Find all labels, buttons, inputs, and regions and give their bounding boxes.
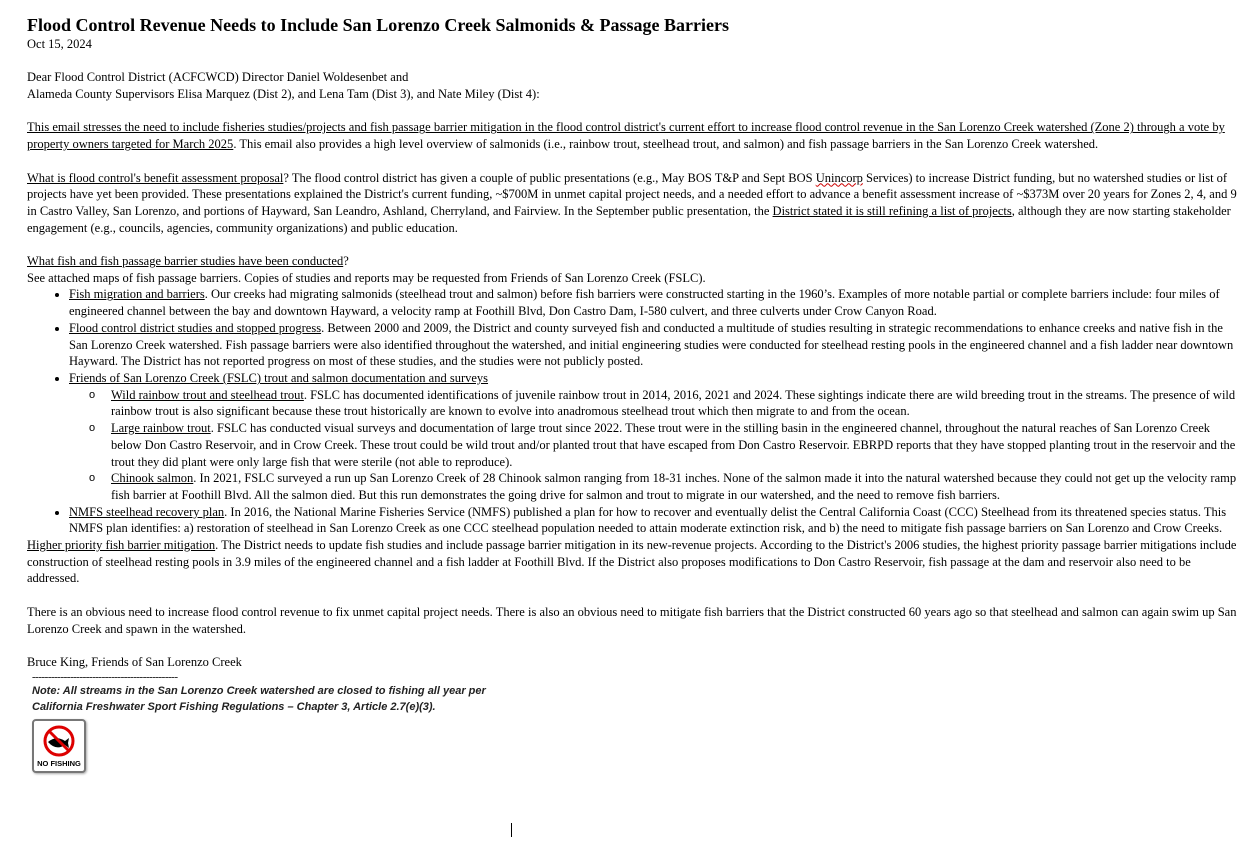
list-item (69, 370, 1237, 504)
sublist-item-text: . In 2021, FSLC surveyed a run up San Lorenzo Creek of 28 Chinook salmon ranging from 18-31 inches. None of the salmon made it into the natural watershed because they could not get up the velocity ramp fish barrier at Foothill Blvd. All the salmon died. But this run demonstrates the going drive for salmon and trout to migrate in our watershed, and the need to remove fish barriers. (111, 471, 1237, 502)
studies-intro: See attached maps of fish passage barriers. Copies of studies and reports may be requested from Friends of San Lorenzo Creek (FSLC). (27, 270, 706, 285)
proposal-underlined-phrase: District stated it is still refining a list of projects (772, 203, 1012, 218)
fishing-note-line-2: California Freshwater Sport Fishing Regulations – Chapter 3, Article 2.7(e)(3). (32, 700, 436, 713)
fslc-sublist (69, 387, 1237, 504)
sublist-item-label: Chinook salmon (111, 471, 194, 486)
document-date: Oct 15, 2024 (27, 37, 92, 51)
spelling-flag-unincorp: Unincorp (815, 170, 863, 185)
sublist-item-text: . FSLC has conducted visual surveys and documentation of large trout since 2022. These trout were in the stilling basin in the engineered channel, throughout the natural reaches of San Lorenzo Creek below Don Castro Reservoir, and in Crow Creek. These trout could be wild trout and/or planted trout that have escaped from Don Castro Reservoir. EBRPD reports that they have stopped planting trout in the reservoir and the trout they did plant were only large fish that were sterile (not able to reproduce). (111, 421, 1236, 469)
list-item-text: . Our creeks had migrating salmonids (steelhead trout and salmon) before fish barriers were constructed starting in the 1960’s. Examples of more notable partial or complete barriers include: four miles of engineered channel between the bay and downtown Hayward, a velocity ramp at Foothill Blvd, Don Castro Dam, I-580 culvert, and three culverts under Crow Canyon Road. (69, 287, 1220, 319)
separator-line: ---------------------------------------------- (32, 670, 178, 683)
list-item (69, 504, 1237, 537)
list-item-label: Flood control district studies and stopped progress (69, 320, 322, 335)
sublist-item (111, 387, 1237, 420)
list-item-label: Friends of San Lorenzo Creek (FSLC) trout and salmon documentation and surveys (69, 371, 489, 385)
signature: Bruce King, Friends of San Lorenzo Creek (27, 654, 242, 669)
studies-list (27, 286, 1237, 537)
proposal-heading: What is flood control's benefit assessment proposal (27, 170, 284, 185)
proposal-text-3: , although they are now starting stakeholder engagement (e.g., councils, agencies, community organizations) and public education. (27, 203, 1231, 235)
list-item-label: NMFS steelhead recovery plan (69, 504, 225, 519)
salutation-line-1: Dear Flood Control District (ACFCWCD) Director Daniel Woldesenbet and (27, 70, 409, 85)
no-fishing-label: NO FISHING (37, 758, 81, 768)
list-item-text: . In 2016, the National Marine Fisheries Service (NMFS) published a plan for how to recover and eventually delist the Central California Coast (CCC) Steelhead from its threatened species status. This NMFS plan identifies: a) restoration of steelhead in San Lorenzo Creek as one CCC steelhead population needed to attain moderate extinction risk, and b) the need to mitigate fish passage barriers on San Lorenzo and Crow Creeks. (69, 504, 1227, 536)
studies-heading: What fish and fish passage barrier studies have been conducted (27, 254, 344, 269)
intro-paragraph (27, 119, 1237, 152)
sublist-item (111, 420, 1237, 470)
list-item (69, 320, 1237, 370)
text-cursor (511, 823, 512, 837)
sublist-item-label: Large rainbow trout (111, 421, 211, 436)
list-item-label: Fish migration and barriers (69, 287, 205, 302)
list-item (69, 286, 1237, 319)
document-title: Flood Control Revenue Needs to Include San Lorenzo Creek Salmonids & Passage Barriers (27, 15, 729, 35)
proposal-text-2: Services) to increase District funding, but no watershed studies or list of projects have yet been provided. These presentations explained the District's current funding, ~$700M in unmet capital project needs, and a needed effort to advance a benefit assessment increase of ~$373M over 20 years for Zones 2, 4, and 9 in Castro Valley, San Lorenzo, and portions of Hayward, San Leandro, Ashland, Cherryland, and Fairview. In the September public presentation, the (27, 170, 1237, 218)
list-item-text: . Between 2000 and 2009, the District and county surveyed fish and conducted a multitude of studies resulting in strategic recommendations to enhance creeks and native fish in the San Lorenzo Creek watershed. Fish passage barriers were also identified throughout the watershed, and initial engineering studies were conducted for steelhead resting pools in the engineered channel and a fish ladder near downtown Hayward. The District has not reported progress on most of these studies, and the studies were not publicly posted. (69, 320, 1234, 369)
intro-rest: . This email also provides a high level overview of salmonids (i.e., rainbow trout, steelhead trout, and salmon) and fish passage barriers in the San Lorenzo Creek watershed. (233, 137, 1099, 152)
proposal-text-1: ? The flood control district has given a couple of public presentations (e.g., May BOS T&P and Sept BOS (283, 170, 816, 185)
priority-heading: Higher priority fish barrier mitigation (27, 538, 216, 553)
document-body[interactable] (27, 14, 1237, 773)
priority-paragraph (27, 537, 1237, 587)
closing-paragraph: There is an obvious need to increase flood control revenue to fix unmet capital project needs. There is also an obvious need to mitigate fish barriers that the District constructed 60 years ago so that steelhead and salmon can again swim up San Lorenzo Creek and spawn in the watershed. (27, 604, 1237, 636)
fishing-note-line-1: Note: All streams in the San Lorenzo Creek watershed are closed to fishing all year per (32, 684, 486, 697)
salutation-line-2: Alameda County Supervisors Elisa Marquez (Dist 2), and Lena Tam (Dist 3), and Nate Miley (Dist 4): (27, 87, 540, 102)
sublist-item-text: . FSLC has documented identifications of juvenile rainbow trout in 2014, 2016, 2021 and 2024. These sightings indicate there are wild breeding trout in the streams. The presence of wild rainbow trout is also significant because these trout historically are known to evolve into anadromous steelhead trout which then migrate to and from the ocean. (111, 387, 1236, 419)
proposal-paragraph (27, 170, 1237, 237)
priority-text: . The District needs to update fish studies and include passage barrier mitigation in its new-revenue projects. According to the District's 2006 studies, the highest priority passage barrier mitigations include construction of steelhead resting pools in 3.9 miles of the engineered channel and a fish ladder at Foothill Blvd. If the District also proposes modifications to Don Castro Reservoir, fish passage at the dam and reservoir also need to be addressed. (27, 538, 1237, 586)
sublist-item-label: Wild rainbow trout and steelhead trout (111, 387, 304, 402)
sublist-item (111, 470, 1237, 503)
studies-heading-line (27, 253, 1237, 270)
intro-underlined: This email stresses the need to include fisheries studies/projects and fish passage barrier mitigation in the flood control district's current effort to increase flood control revenue in the San Lorenzo Creek watershed (Zone 2) through a vote by property owners targeted for March 2025 (27, 120, 1225, 152)
no-fishing-sign-icon (32, 719, 86, 773)
studies-heading-end: ? (343, 254, 349, 269)
